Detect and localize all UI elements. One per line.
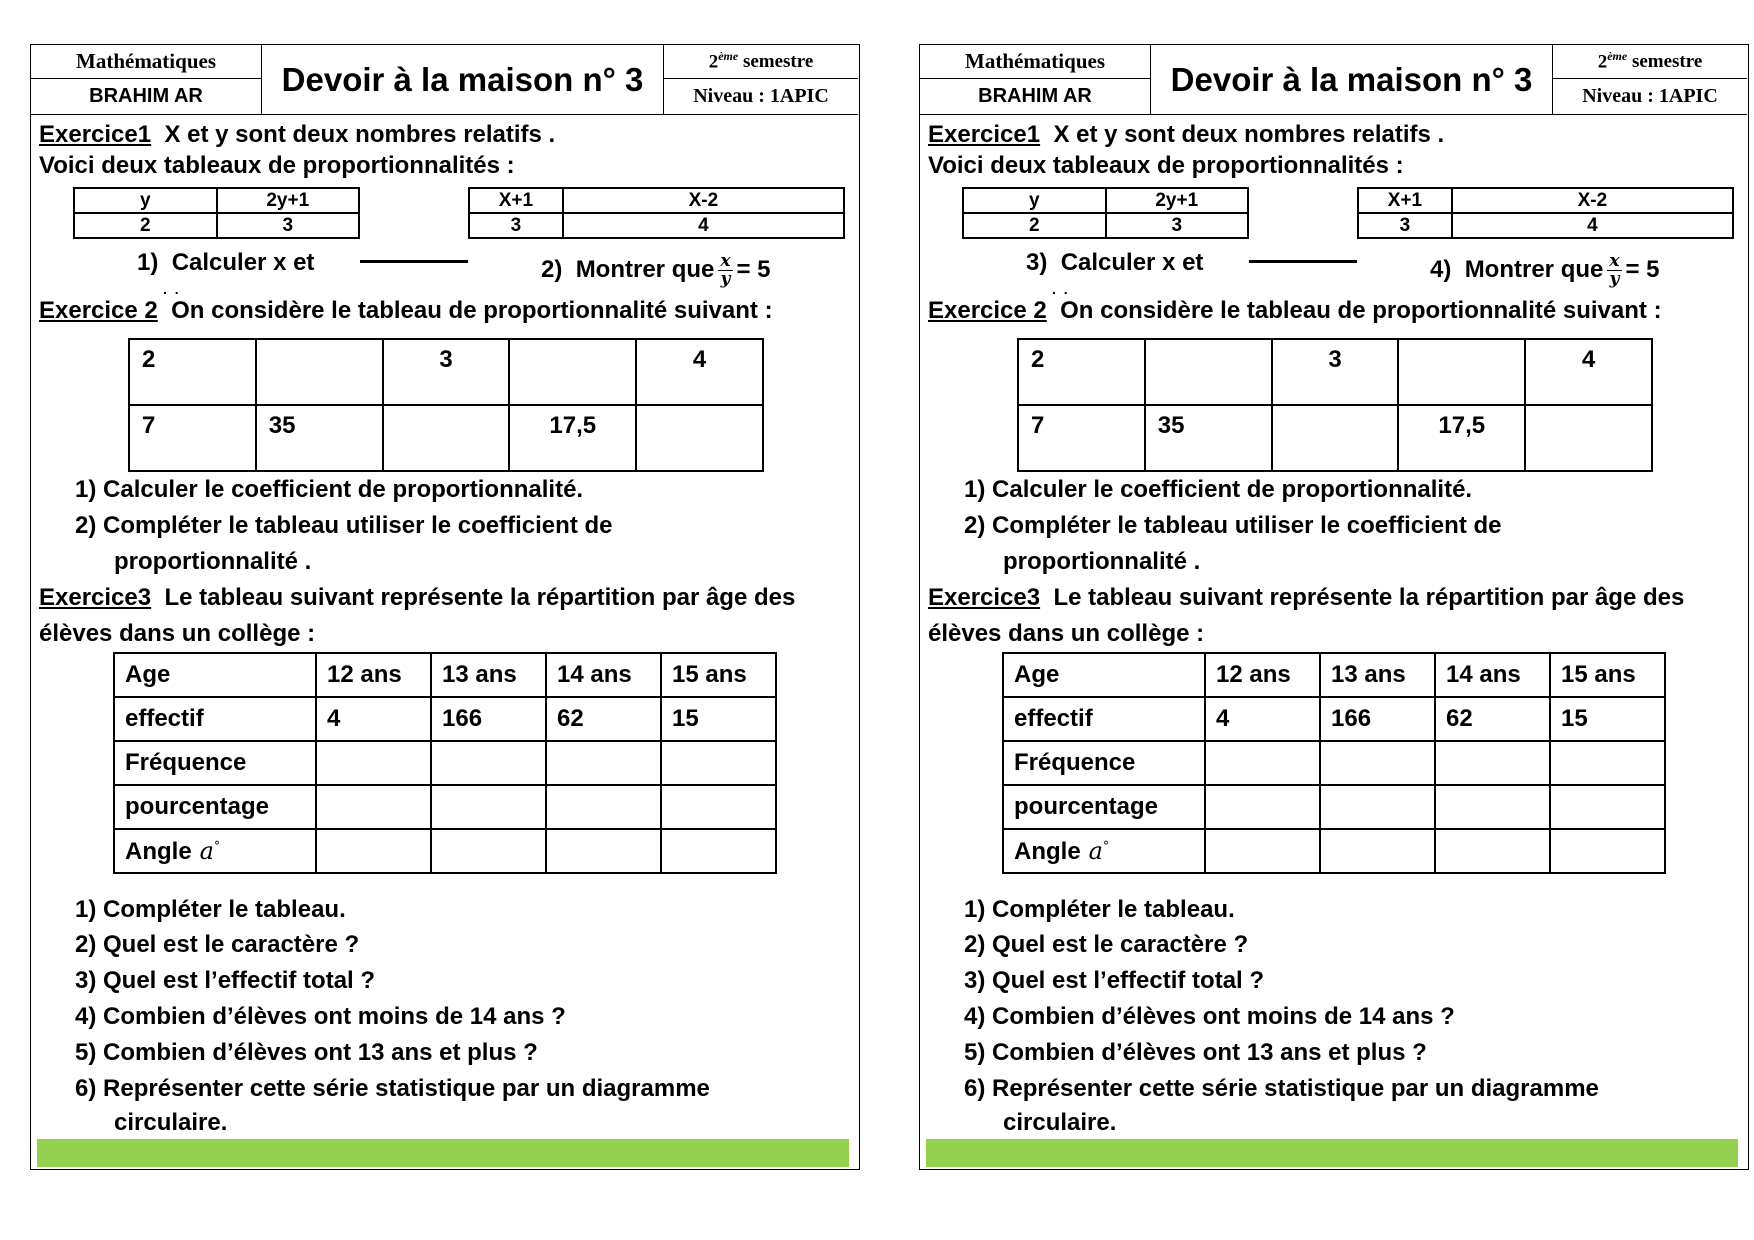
exercise1-question2: 4) Montrer que $\frac{x}{y}$ = 5 (1430, 251, 1660, 289)
exercise2-question2: 2) Compléter le tableau utiliser le coefficient de (964, 512, 1502, 539)
exercise1-question1: 3) Calculer x et (1026, 249, 1204, 276)
author-cell: BRAHIM AR (31, 79, 262, 114)
exercise2-heading: Exercice 2 On considère le tableau de proportionnalité suivant : (928, 297, 1662, 324)
exercise1-heading: Exercice1 X et y sont deux nombres relatifs . (39, 121, 556, 148)
exercise3-heading: Exercice3 Le tableau suivant représente la répartition par âge des (39, 584, 796, 611)
author-cell: BRAHIM AR (920, 79, 1151, 114)
exercise3-question3: 3) Quel est l’effectif total ? (964, 967, 1265, 994)
exercise1-line2: Voici deux tableaux de proportionnalités : (928, 152, 1404, 179)
exercise1-question1: 1) Calculer x et (137, 249, 315, 276)
exercise1-heading: Exercice1 X et y sont deux nombres relatifs . (928, 121, 1445, 148)
exercise3-question6-cont: circulaire. (1003, 1109, 1117, 1136)
fraction-x-over-y: $\frac{x}{y}$ (1609, 251, 1620, 289)
exercise3-question1: 1) Compléter le tableau. (75, 896, 346, 923)
exercise2-table: 2 3 4 7 35 17,5 (1017, 338, 1653, 472)
level-cell: Niveau : 1APIC (1582, 85, 1718, 107)
angle-label-cell: Angle a° (114, 829, 316, 873)
exercise1-question2: 2) Montrer que $\frac{x}{y}$ = 5 (541, 251, 771, 289)
exercise3-question2: 2) Quel est le caractère ? (964, 931, 1249, 958)
proportion-table-b: X+1 X-2 3 4 (1357, 187, 1734, 239)
exercise1-line2: Voici deux tableaux de proportionnalités : (39, 152, 515, 179)
exercise2-question2-cont: proportionnalité . (1003, 548, 1201, 575)
fraction-x-over-y: $\frac{x}{y}$ (720, 251, 731, 289)
worksheet-title: Devoir à la maison n° 3 (1151, 45, 1553, 114)
table-gap-line (1249, 260, 1357, 263)
proportion-table-a: y 2y+1 2 3 (73, 187, 360, 239)
exercise3-heading: Exercice3 Le tableau suivant représente la répartition par âge des (928, 584, 1685, 611)
exercise3-intro2: élèves dans un collège : (928, 620, 1205, 647)
table-gap-line (360, 260, 468, 263)
exercise3-question1: 1) Compléter le tableau. (964, 896, 1235, 923)
exercise3-question6-cont: circulaire. (114, 1109, 228, 1136)
semester-cell: 2ème semestre (1553, 45, 1747, 79)
proportion-table-b: X+1 X-2 3 4 (468, 187, 845, 239)
worksheet-page-right (919, 44, 1749, 1170)
exercise3-question6: 6) Représenter cette série statistique par un diagramme (964, 1075, 1599, 1102)
worksheet-header (920, 45, 1747, 115)
exercise3-question2: 2) Quel est le caractère ? (75, 931, 360, 958)
worksheet-title: Devoir à la maison n° 3 (262, 45, 664, 114)
age-distribution-table: Age 12 ans 13 ans 14 ans 15 ans effectif 4 166 62 15 Fréquence pourcentage Angle a° (1002, 652, 1666, 874)
exercise3-intro2: élèves dans un collège : (39, 620, 316, 647)
subject-cell: Mathématiques (920, 45, 1151, 79)
exercise2-question2-cont: proportionnalité . (114, 548, 312, 575)
exercise2-question1: 1) Calculer le coefficient de proportionnalité. (964, 476, 1473, 503)
cut-off-dots: . . (1052, 281, 1070, 297)
exercise3-question5: 5) Combien d’élèves ont 13 ans et plus ? (75, 1039, 538, 1066)
cut-off-dots: . . (163, 281, 181, 297)
exercise2-table: 2 3 4 7 35 17,5 (128, 338, 764, 472)
worksheet-page-left (30, 44, 860, 1170)
exercise2-question2: 2) Compléter le tableau utiliser le coefficient de (75, 512, 613, 539)
exercise3-question4: 4) Combien d’élèves ont moins de 14 ans ? (75, 1003, 566, 1030)
exercise3-question5: 5) Combien d’élèves ont 13 ans et plus ? (964, 1039, 1427, 1066)
proportion-table-a: y 2y+1 2 3 (962, 187, 1249, 239)
age-distribution-table: Age 12 ans 13 ans 14 ans 15 ans effectif 4 166 62 15 Fréquence pourcentage Angle a° (113, 652, 777, 874)
angle-label-cell: Angle a° (1003, 829, 1205, 873)
exercise2-question1: 1) Calculer le coefficient de proportionnalité. (75, 476, 584, 503)
exercise3-question6: 6) Représenter cette série statistique par un diagramme (75, 1075, 710, 1102)
exercise3-question4: 4) Combien d’élèves ont moins de 14 ans ? (964, 1003, 1455, 1030)
exercise2-heading: Exercice 2 On considère le tableau de proportionnalité suivant : (39, 297, 773, 324)
exercise3-question3: 3) Quel est l’effectif total ? (75, 967, 376, 994)
semester-cell: 2ème semestre (664, 45, 858, 79)
worksheet-header (31, 45, 858, 115)
footer-green-bar (37, 1139, 849, 1167)
level-cell: Niveau : 1APIC (693, 85, 829, 107)
subject-cell: Mathématiques (31, 45, 262, 79)
footer-green-bar (926, 1139, 1738, 1167)
